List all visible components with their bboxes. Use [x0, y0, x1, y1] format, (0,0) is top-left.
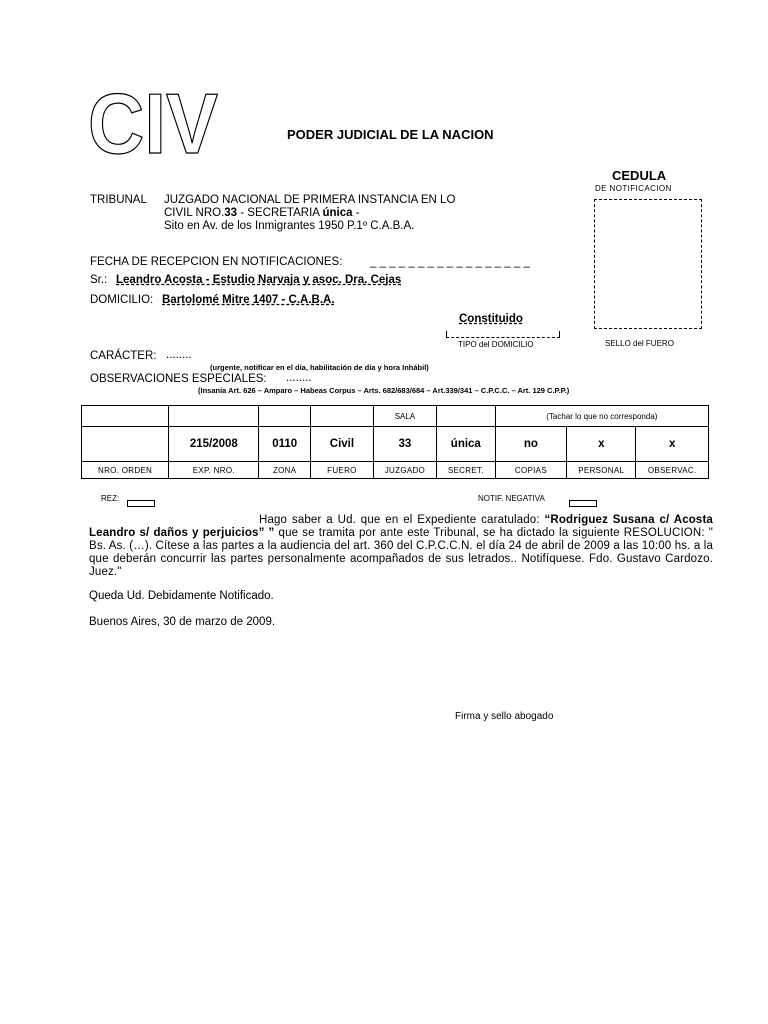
- observaciones-note: (Insania Art. 626 – Amparo – Habeas Corpus – Arts. 682/683/684 – Art.339/341 – C.P.C.C. – Art. 129 C.P.P.): [198, 386, 570, 395]
- body-intro: Hago saber a Ud. que en el Expediente caratulado:: [259, 514, 545, 526]
- domicilio-label: DOMICILIO:: [90, 294, 154, 306]
- sala-label: SALA: [373, 406, 436, 427]
- fecha-recepcion-blanks: _ _ _ _ _ _ _ _ _ _ _ _ _ _ _ _ _: [370, 256, 530, 268]
- sello-label: SELLO del FUERO: [605, 339, 674, 348]
- personal-header: PERSONAL: [567, 462, 636, 479]
- observaciones-label: OBSERVACIONES ESPECIALES:: [90, 373, 267, 385]
- civ-logo: [88, 72, 220, 172]
- firma-label: Firma y sello abogado: [455, 711, 554, 722]
- sello-box: [594, 199, 702, 329]
- notif-negativa-label: NOTIF. NEGATIVA: [478, 494, 545, 503]
- table-top-cell: [82, 406, 169, 427]
- tribunal-label: TRIBUNAL: [90, 194, 147, 206]
- zona-value: 0110: [259, 427, 310, 462]
- juzgado-value: 33: [373, 427, 436, 462]
- nro-orden-header: NRO. ORDEN: [82, 462, 169, 479]
- tribunal-address: Sito en Av. de los Inmigrantes 1950 P.1º C.A.B.A.: [164, 220, 415, 232]
- fecha-recepcion-label: FECHA DE RECEPCION EN NOTIFICACIONES:: [90, 256, 343, 268]
- nro-orden-value: [82, 427, 169, 462]
- page-title: PODER JUDICIAL DE LA NACION: [287, 127, 494, 142]
- table-top-cell: [169, 406, 259, 427]
- table-top-cell: [259, 406, 310, 427]
- rez-label: REZ:: [101, 494, 120, 503]
- observaciones-blank: ........: [286, 372, 312, 384]
- civil-nro-label: CIVIL NRO.: [164, 207, 225, 219]
- fuero-header: FUERO: [310, 462, 373, 479]
- secret-value: única: [436, 427, 495, 462]
- juzgado-number: 33: [224, 207, 238, 219]
- secretaria-label: - SECRETARIA: [237, 207, 323, 219]
- caratula: “Rodriguez Susana c/ Acosta Leandro s/ daños y perjuicios” ”: [89, 514, 713, 539]
- fecha-text: Buenos Aires, 30 de marzo de 2009.: [89, 616, 276, 628]
- cedula-subtitle: DE NOTIFICACION: [595, 184, 672, 193]
- notificado-text: Queda Ud. Debidamente Notificado.: [89, 590, 274, 602]
- tipo-domicilio-value: Constituido: [459, 313, 523, 325]
- juzgado-header: JUZGADO: [373, 462, 436, 479]
- notif-negativa-checkbox[interactable]: [569, 500, 597, 507]
- observac-header: OBSERVAC.: [636, 462, 709, 479]
- copias-header: COPIAS: [495, 462, 566, 479]
- personal-value: x: [567, 427, 636, 462]
- tipo-domicilio-label: TIPO del DOMICILIO: [458, 340, 534, 349]
- caracter-blank: ........: [166, 349, 192, 361]
- domicilio-value: Bartolomé Mitre 1407 - C.A.B.A.: [162, 294, 335, 306]
- destinatario-value: Leandro Acosta - Estudio Narvaja y asoc. Dra. Cejas: [116, 274, 402, 286]
- resolucion-text: que se tramita por ante este Tribunal, se ha dictado la siguiente RESOLUCION: " Bs. As. (…). Cítese a las partes a la audiencia del art. 360 del C.P.C.C.N. el día 24 de abril de 2009 a las 10:00 hs. a la que deberán concurrir las partes personalmente acompañados de sus letrados.. Notifíquese. Fdo. Gustavo Cardozo. Juez.": [89, 527, 713, 578]
- tipo-domicilio-line: [446, 331, 560, 338]
- civ-logo-text: CIV: [88, 75, 219, 172]
- cedula-title: CEDULA: [612, 168, 667, 183]
- fuero-value: Civil: [310, 427, 373, 462]
- rez-checkbox[interactable]: [127, 500, 155, 507]
- expediente-table: [81, 405, 709, 479]
- notification-body: [89, 514, 713, 579]
- tribunal-line2-suffix: -: [352, 207, 360, 219]
- table-top-cell: [436, 406, 495, 427]
- tribunal-line1: JUZGADO NACIONAL DE PRIMERA INSTANCIA EN LO: [164, 194, 456, 206]
- tachar-note: (Tachar lo que no corresponda): [495, 406, 708, 427]
- exp-nro-value: 215/2008: [169, 427, 259, 462]
- secret-header: SECRET.: [436, 462, 495, 479]
- copias-value: no: [495, 427, 566, 462]
- observac-value: x: [636, 427, 709, 462]
- table-top-cell: [310, 406, 373, 427]
- caracter-label: CARÁCTER:: [90, 350, 157, 362]
- caracter-note: (urgente, notificar en el día, habilitación de día y hora Inhábil): [210, 363, 429, 372]
- secretaria-value: única: [322, 207, 353, 219]
- tribunal-line2: [164, 207, 360, 219]
- zona-header: ZONA: [259, 462, 310, 479]
- destinatario-label: Sr.:: [90, 274, 108, 286]
- exp-nro-header: EXP. NRO.: [169, 462, 259, 479]
